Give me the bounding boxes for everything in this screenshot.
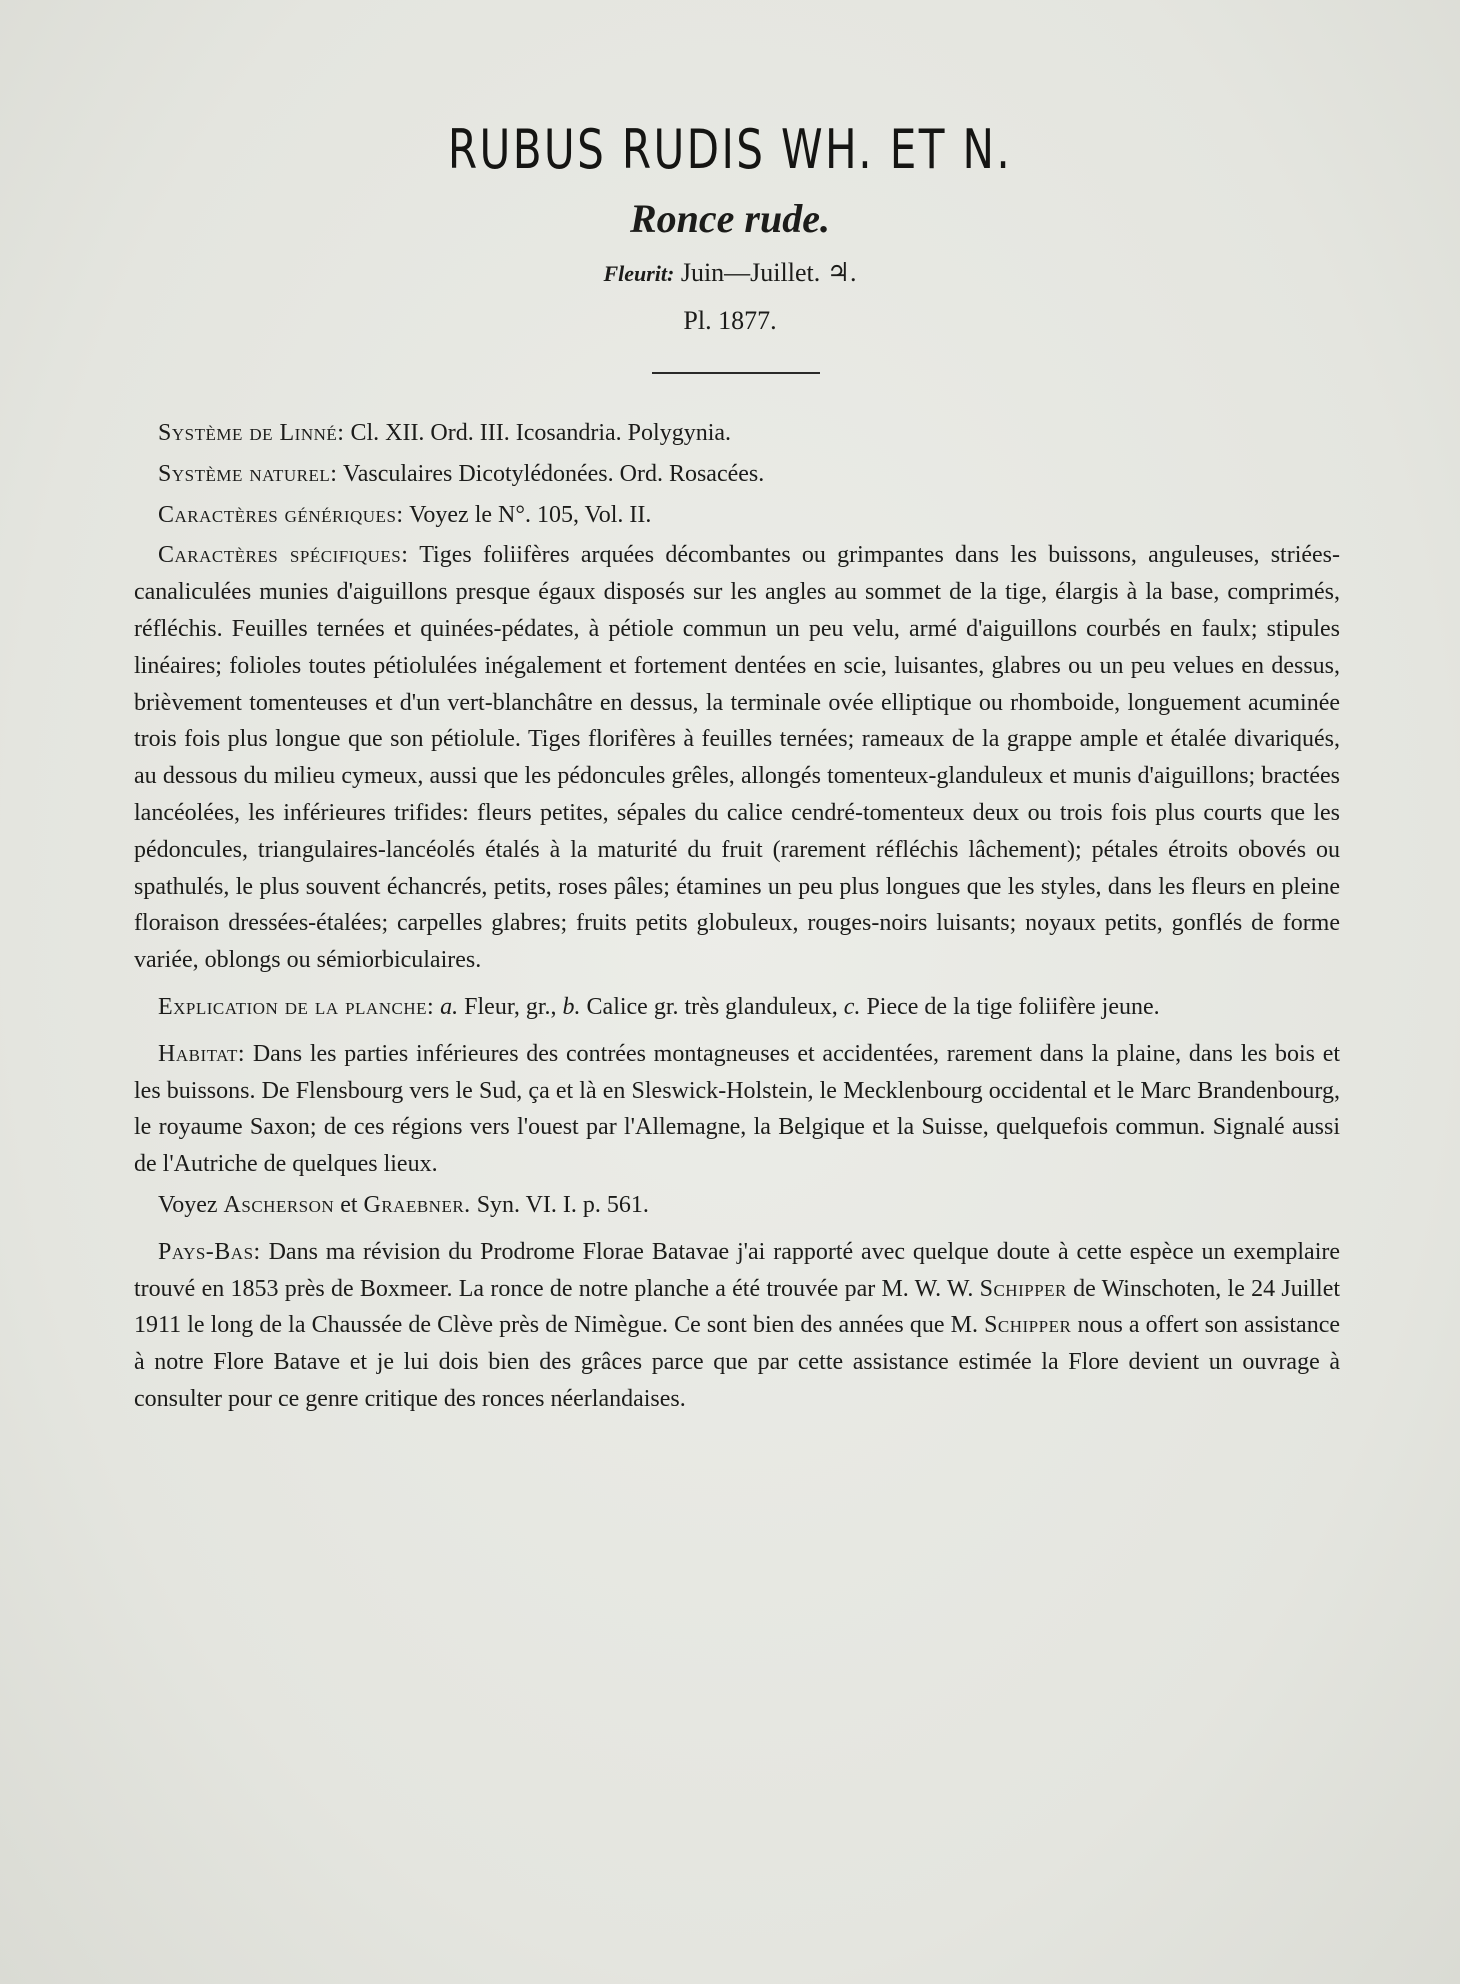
- divider-rule: [652, 372, 820, 374]
- section-text: Vasculaires Dicotylédonées. Ord. Rosacées.: [343, 460, 765, 487]
- person-name: Schipper: [979, 1275, 1067, 1302]
- section-generiques: [134, 497, 1340, 534]
- figure-letter-a: a.: [440, 993, 459, 1020]
- section-specifiques: [134, 537, 1340, 979]
- section-label: Explication de la planche:: [158, 993, 435, 1020]
- reference-mid: et: [340, 1191, 358, 1218]
- reference-prefix: Voyez: [158, 1191, 218, 1218]
- figure-text-b: Calice gr. très glanduleux,: [586, 993, 838, 1020]
- species-title: RUBUS RUDIS WH. ET N.: [447, 118, 1013, 181]
- section-explication: [134, 989, 1340, 1026]
- person-name: Schipper: [984, 1312, 1072, 1339]
- flowering-line: [0, 258, 1460, 288]
- plate-number: Pl. 1877.: [683, 306, 777, 335]
- figure-letter-b: b.: [562, 993, 581, 1020]
- section-linne: [134, 415, 1340, 452]
- reference-text: Syn. VI. I. p. 561.: [476, 1191, 649, 1218]
- section-naturel: [134, 456, 1340, 493]
- section-text: nous a offert son assistance à notre Flore Batave et je lui dois bien des grâces parce que par cette assistance estimée la Flore devient un ouvrage à consulter pour ce genre critique des ronces néerlandaises.: [134, 1312, 1341, 1412]
- reference-author: Graebner.: [363, 1191, 471, 1218]
- section-label: Système naturel:: [158, 460, 338, 487]
- section-text: Dans les parties inférieures des contrées montagneuses et accidentées, rarement dans la plaine, dans les bois et les buissons. De Flensbourg vers le Sud, ça et là en Sleswick-Holstein, le Mecklenbourg occidental et le Marc Brandenbourg, le royaume Saxon; de ces régions vers l'ouest par l'Allemagne, la Belgique et la Suisse, quelquefois commun. Signalé aussi de l'Autriche de quelques lieux.: [134, 1040, 1341, 1178]
- flowering-value: Juin—Juillet. ♃.: [680, 258, 857, 287]
- section-label: Caractères génériques:: [158, 501, 404, 528]
- section-habitat: [134, 1036, 1340, 1183]
- section-label: Pays-Bas:: [158, 1238, 261, 1265]
- figure-text-a: Fleur, gr.,: [464, 993, 557, 1020]
- section-text: Cl. XII. Ord. III. Icosandria. Polygynia.: [350, 420, 732, 446]
- figure-letter-c: c.: [843, 993, 861, 1020]
- section-text: Voyez le N°. 105, Vol. II.: [409, 501, 652, 528]
- flowering-label: Fleurit:: [603, 261, 675, 286]
- section-label: Caractères spécifiques:: [158, 542, 409, 569]
- section-text: Tiges foliifères arquées décombantes ou grimpantes dans les buissons, anguleuses, striées-canaliculées munies d'aiguillons presque égaux disposés sur les angles au sommet de la tige, élargis à la base, comprimés, réfléchis. Feuilles ternées et quinées-pédates, à pétiole commun un peu velu, armé d'aiguillons courbés en faulx; stipules linéaires; folioles toutes pétiolulées inégalement et fortement dentées en scie, luisantes, glabres ou un peu velues en dessus, brièvement tomenteuses et d'un vert-blanchâtre en dessus, la terminale ovée elliptique ou rhomboide, longuement acuminée trois fois plus longue que son pétiolule. Tiges florifères à feuilles ternées; rameaux de la grappe ample et étalée divariqués, au dessous du milieu cymeux, aussi que les pédoncules grêles, allongés tomenteux-glanduleux et munis d'aiguillons; bractées lancéolées, les inférieures trifides: fleurs petites, sépales du calice cendré-tomenteux deux ou trois fois plus courts que les pédoncules, triangulaires-lancéolés étalés à la maturité du fruit (rarement réfléchis lâchement); pétales étroits obovés ou spathulés, le plus souvent échancrés, petits, roses pâles; étamines un peu plus longues que les styles, dans les fleurs en pleine floraison dressées-étalées; carpelles glabres; fruits petits globuleux, rouges-noirs luisants; noyaux petits, gonflés de forme variée, oblongs ou sémiorbiculaires.: [134, 542, 1340, 974]
- section-reference: [134, 1187, 1340, 1224]
- section-text: Dans ma révision du Prodrome Florae Batavae j'ai rapporté avec quelque doute à cette espèce un exemplaire trouvé en 1853 près de Boxmeer. La ronce de notre planche a été trouvée par M. W. W.: [134, 1238, 1341, 1302]
- section-label: Habitat:: [158, 1040, 246, 1067]
- section-paysbas: [134, 1234, 1340, 1418]
- document-body: [134, 415, 1340, 1428]
- figure-text-c: Piece de la tige foliifère jeune.: [866, 993, 1160, 1020]
- reference-author: Ascherson: [223, 1191, 335, 1218]
- section-label: Système de Linné:: [158, 420, 345, 446]
- common-name: Ronce rude.: [630, 196, 830, 241]
- section-text: de Winschoten, le 24 Juillet 1911 le long de la Chaussée de Clève près de Nimègue. Ce sont bien des années que M.: [134, 1275, 1341, 1339]
